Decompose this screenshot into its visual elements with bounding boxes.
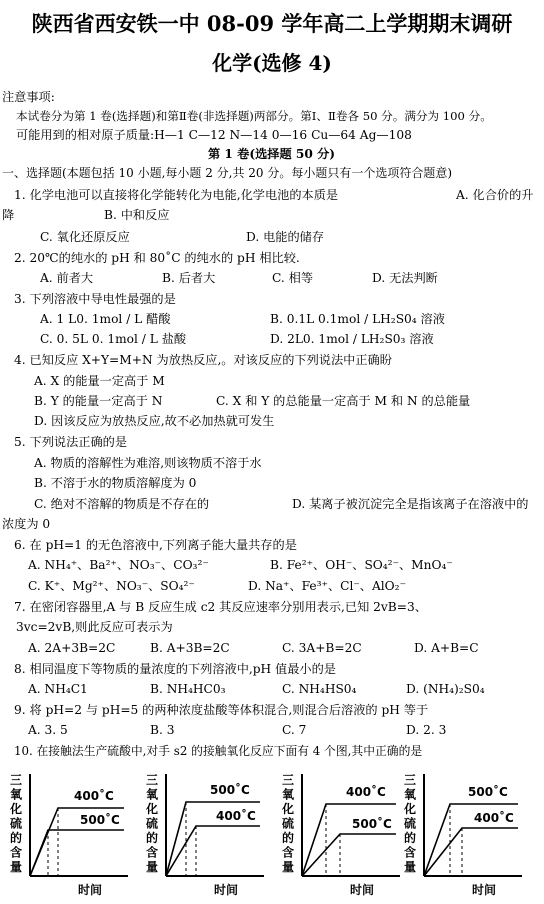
question-1-option-b: B. 中和反应 — [104, 208, 170, 222]
question-8-option-a: A. NH₄C1 — [28, 682, 88, 696]
notes-line-2: 可能用到的相对原子质量:H—1 C—12 N—14 0—16 Cu—64 Ag—108 — [16, 128, 412, 142]
section-intro: 一、选择题(本题包括 10 小题,每小题 2 分,共 20 分。每小题只有一个选项符合题意) — [2, 166, 453, 180]
graph-2-ylabel-char: 硫 — [145, 816, 159, 831]
graph-3-upper-label: 400˚C — [346, 785, 386, 799]
question-9-stem: 9. 将 pH=2 与 pH=5 的两种浓度盐酸等体积混合,则混合后溶液的 pH 等于 — [14, 703, 429, 717]
question-9-option-a: A. 3. 5 — [28, 723, 68, 737]
graph-4-ylabel-char: 含 — [403, 845, 417, 860]
graph-2-ylabel-char: 的 — [145, 831, 159, 845]
question-4-option-a: A. X 的能量一定高于 M — [34, 374, 165, 388]
question-10-graphs — [0, 768, 544, 900]
question-8-stem: 8. 相同温度下等物质的量浓度的下列溶液中,pH 值最小的是 — [14, 662, 336, 676]
graph-2-ylabel-char: 化 — [145, 802, 159, 816]
question-2-stem: 2. 20℃的纯水的 pH 和 80˚C 的纯水的 pH 相比较. — [14, 251, 300, 265]
graph-3-ylabel-char: 三 — [281, 773, 295, 787]
question-9-option-c: C. 7 — [282, 723, 307, 737]
graph-4-ylabel-char: 氧 — [403, 787, 417, 802]
question-10-stem: 10. 在接触法生产硫酸中,对手 s2 的接触氧化反应下面有 4 个图,其中正确的是 — [14, 744, 423, 758]
question-3-option-d: D. 2L0. 1mol / LH₂S0₃ 溶液 — [270, 332, 434, 346]
graph-4-lower-label: 400˚C — [474, 811, 514, 825]
question-1-option-c: C. 氧化还原反应 — [40, 230, 130, 244]
graph-1-ylabel-char: 的 — [9, 831, 23, 845]
question-3-option-c: C. 0. 5L 0. 1mol / L 盐酸 — [40, 332, 187, 346]
graph-3-ylabel-char: 含 — [281, 845, 295, 860]
question-6-option-d: D. Na⁺、Fe³⁺、Cl⁻、AlO₂⁻ — [248, 579, 406, 593]
question-7-stem: 7. 在密闭容器里,A 与 B 反应生成 c2 其反应速率分别用表示,已知 2vB=3、 — [14, 600, 427, 614]
question-6-option-c: C. K⁺、Mg²⁺、NO₃⁻、SO₄²⁻ — [28, 579, 195, 593]
graph-3-lower-curve — [302, 834, 396, 876]
graph-1-ylabel-char: 三 — [9, 773, 23, 787]
question-4-stem: 4. 已知反应 X+Y=M+N 为放热反应,。对该反应的下列说法中正确盼 — [14, 353, 392, 367]
question-6-option-b: B. Fe²⁺、OH⁻、SO₄²⁻、MnO₄⁻ — [270, 558, 453, 572]
exam-title: 陕西省西安铁一中 08-09 学年高二上学期期末调研 — [31, 11, 513, 36]
question-7-option-c: C. 3A+B=2C — [282, 641, 362, 655]
question-7-option-b: B. A+3B=2C — [150, 641, 230, 655]
question-3-option-a: A. 1 L0. 1mol / L 醋酸 — [40, 312, 171, 326]
graph-3-ylabel-char: 氧 — [281, 787, 295, 802]
graph-3-ylabel-char: 量 — [281, 860, 295, 874]
graph-4-ylabel-char: 化 — [403, 802, 417, 816]
graph-4-ylabel-char: 量 — [403, 860, 417, 874]
question-1-option-d: D. 电能的储存 — [246, 230, 325, 244]
graph-3-xlabel: 时间 — [349, 883, 375, 897]
question-4-option-c: C. X 和 Y 的总能量一定高于 M 和 N 的总能量 — [216, 394, 471, 408]
graph-2-lower-curve — [166, 826, 260, 876]
question-2-option-b: B. 后者大 — [162, 271, 216, 285]
graph-2-ylabel-char: 含 — [145, 845, 159, 860]
question-4-option-b: B. Y 的能量一定高于 N — [34, 394, 163, 408]
question-6-stem: 6. 在 pH=1 的无色溶液中,下列离子能大量共存的是 — [14, 538, 297, 552]
graph-2-xlabel: 时间 — [213, 883, 239, 897]
graphs-figure — [0, 768, 544, 900]
graph-1-ylabel-char: 硫 — [9, 816, 23, 831]
graph-1-xlabel: 时间 — [77, 883, 103, 897]
graph-3-upper-curve — [302, 804, 396, 876]
graph-4-ylabel-char: 三 — [403, 773, 417, 787]
graph-1-ylabel-char: 含 — [9, 845, 23, 860]
notes-heading: 注意事项: — [2, 90, 55, 104]
question-6-option-a: A. NH₄⁺、Ba²⁺、NO₃⁻、CO₃²⁻ — [28, 558, 209, 572]
graph-3-lower-label: 500˚C — [352, 817, 392, 831]
graph-2-upper-label: 500˚C — [210, 783, 250, 797]
graph-1-upper-label: 400˚C — [74, 789, 114, 803]
question-5-stem: 5. 下列说法正确的是 — [14, 435, 128, 449]
graph-1-ylabel-char: 量 — [9, 860, 23, 874]
question-8-option-c: C. NH₄HS0₄ — [282, 682, 357, 696]
question-4-option-d: D. 因该反应为放热反应,故不必加热就可发生 — [34, 414, 275, 428]
graph-1-lower-curve — [30, 830, 124, 876]
question-2-option-a: A. 前者大 — [40, 271, 94, 285]
graph-1-ylabel-char: 化 — [9, 802, 23, 816]
question-5-option-d: D. 某离子被沉淀完全是指该离子在溶液中的 — [292, 497, 529, 511]
question-7-option-d: D. A+B=C — [414, 641, 479, 655]
question-1-option-a: A. 化合价的升 — [456, 188, 534, 202]
graph-1-ylabel-char: 氧 — [9, 787, 23, 802]
question-1-stem: 1. 化学电池可以直接将化学能转化为电能,化学电池的本质是 — [14, 188, 339, 202]
question-5-option-b: B. 不溶于水的物质溶解度为 0 — [34, 476, 197, 490]
graph-2-ylabel-char: 三 — [145, 773, 159, 787]
question-8-option-d: D. (NH₄)₂S0₄ — [406, 682, 485, 696]
question-3-option-b: B. 0.1L 0.1mol / LH₂S0₄ 溶液 — [270, 312, 445, 326]
graph-4-ylabel-char: 的 — [403, 831, 417, 845]
question-5-option-c: C. 绝对不溶解的物质是不存在的 — [34, 497, 210, 511]
exam-subtitle: 化学(选修 4) — [212, 51, 332, 75]
graph-4-xlabel: 时间 — [471, 883, 497, 897]
question-9-option-d: D. 2. 3 — [406, 723, 447, 737]
question-1-stem-cont: 降 — [2, 208, 15, 222]
graph-1-lower-label: 500˚C — [80, 813, 120, 827]
section-title: 第 1 卷(选择题 50 分) — [208, 147, 336, 161]
graph-2-lower-label: 400˚C — [216, 809, 256, 823]
question-2-option-c: C. 相等 — [272, 271, 314, 285]
graph-3-ylabel-char: 化 — [281, 802, 295, 816]
graph-2-ylabel-char: 氧 — [145, 787, 159, 802]
graph-3-ylabel-char: 的 — [281, 831, 295, 845]
graph-4-upper-label: 500˚C — [468, 785, 508, 799]
question-9-option-b: B. 3 — [150, 723, 175, 737]
graph-3-ylabel-char: 硫 — [281, 816, 295, 831]
graph-4-ylabel-char: 硫 — [403, 816, 417, 831]
question-7-option-a: A. 2A+3B=2C — [28, 641, 116, 655]
question-8-option-b: B. NH₄HC0₃ — [150, 682, 226, 696]
question-5-option-d-cont: 浓度为 0 — [2, 517, 51, 531]
question-3-stem: 3. 下列溶液中导电性最强的是 — [14, 292, 176, 306]
notes-line-1: 本试卷分为第 1 卷(选择题)和第Ⅱ卷(非选择题)两部分。第Ⅰ、Ⅱ卷各 50 分。满分为 100 分。 — [16, 109, 492, 123]
question-7-stem-cont: 3vc=2vB,则此反应可表示为 — [16, 620, 173, 634]
question-2-option-d: D. 无法判断 — [372, 271, 438, 285]
graph-2-ylabel-char: 量 — [145, 860, 159, 874]
question-5-option-a: A. 物质的溶解性为难溶,则该物质不溶于水 — [34, 456, 262, 470]
